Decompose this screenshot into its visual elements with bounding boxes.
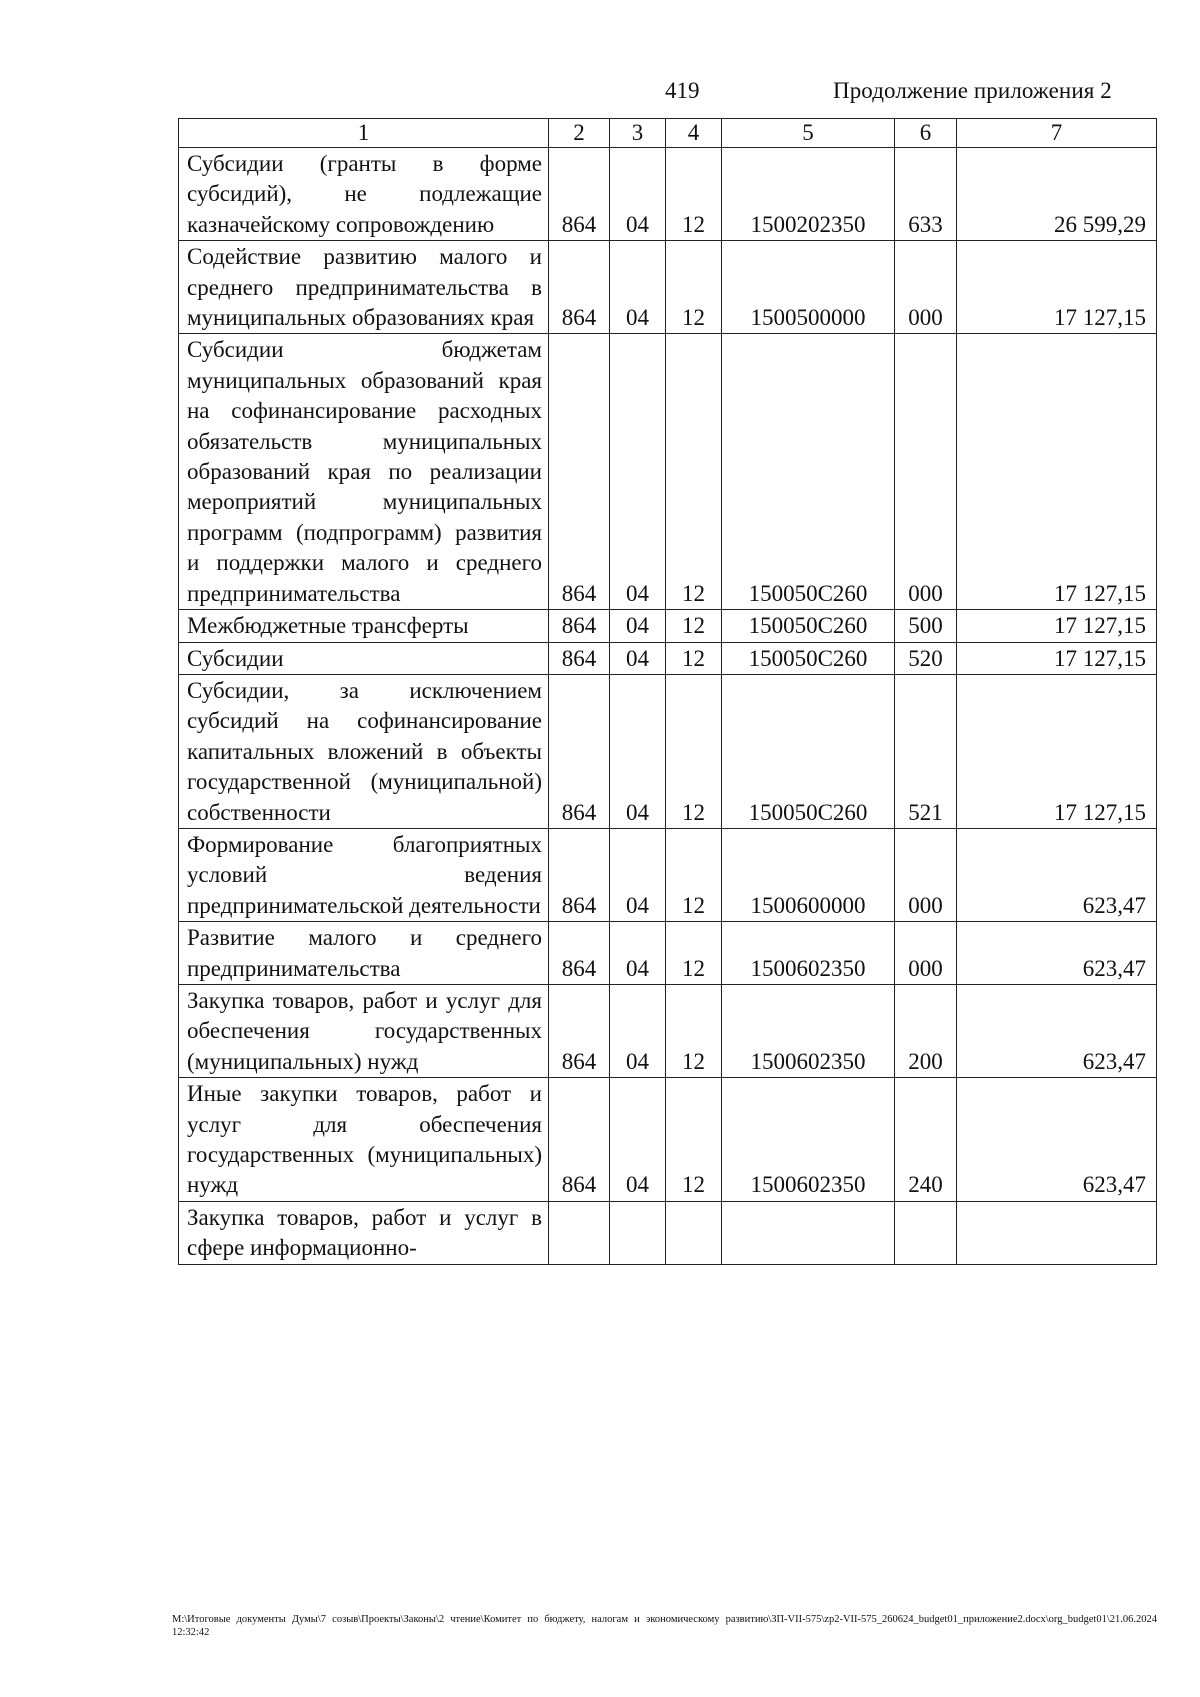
row-name: Формирование благоприятных условий ведения предпринимательской деятельности [179,828,549,921]
row-name: Субсидии [179,642,549,674]
table-row [179,642,1157,674]
cell-amount: 17 127,15 [957,642,1157,674]
table-row [179,828,1157,921]
cell-col-3: 04 [610,674,666,828]
cell-amount [957,1201,1157,1264]
cell-col-6: 240 [895,1078,957,1202]
cell-col-3: 04 [610,610,666,642]
cell-amount: 623,47 [957,828,1157,921]
cell-col-5: 1500600000 [722,828,895,921]
cell-col-6: 000 [895,241,957,334]
cell-col-5: 150050С260 [722,674,895,828]
cell-col-4: 12 [666,1078,722,1202]
cell-col-6: 200 [895,984,957,1077]
cell-amount: 17 127,15 [957,674,1157,828]
cell-col-4: 12 [666,674,722,828]
cell-col-4: 12 [666,984,722,1077]
row-name: Закупка товаров, работ и услуг для обеспечения государственных (муниципальных) нужд [179,984,549,1077]
cell-col-2: 864 [549,1078,610,1202]
cell-col-2: 864 [549,828,610,921]
cell-amount: 17 127,15 [957,241,1157,334]
column-header: 2 [549,119,610,148]
cell-col-2: 864 [549,674,610,828]
column-header: 5 [722,119,895,148]
cell-col-2: 864 [549,334,610,610]
table-row [179,148,1157,241]
column-header: 7 [957,119,1157,148]
cell-col-4 [666,1201,722,1264]
row-name: Субсидии бюджетам муниципальных образований края на софинансирование расходных обязательств муниципальных образований края по реализации мероприятий муниципальных программ (подпрограмм) развития и поддержки малого и среднего предпринимательства [179,334,549,610]
cell-col-3: 04 [610,984,666,1077]
row-name: Закупка товаров, работ и услуг в сфере информационно- [179,1201,549,1264]
table-row [179,984,1157,1077]
cell-col-3: 04 [610,148,666,241]
cell-col-6: 520 [895,642,957,674]
budget-table [178,118,1157,1265]
row-name: Межбюджетные трансферты [179,610,549,642]
row-name: Содействие развитию малого и среднего предпринимательства в муниципальных образованиях края [179,241,549,334]
cell-col-6: 000 [895,828,957,921]
cell-col-5: 1500602350 [722,922,895,985]
cell-col-5: 150050С260 [722,334,895,610]
cell-col-5: 1500602350 [722,1078,895,1202]
table-row [179,1078,1157,1202]
cell-col-5: 150050С260 [722,642,895,674]
cell-col-5 [722,1201,895,1264]
row-name: Субсидии (гранты в форме субсидий), не подлежащие казначейскому сопровождению [179,148,549,241]
cell-col-2: 864 [549,241,610,334]
cell-col-4: 12 [666,610,722,642]
table-row [179,241,1157,334]
cell-col-4: 12 [666,828,722,921]
cell-col-6: 633 [895,148,957,241]
cell-amount: 623,47 [957,1078,1157,1202]
cell-amount: 623,47 [957,922,1157,985]
cell-col-3: 04 [610,922,666,985]
cell-col-2: 864 [549,984,610,1077]
cell-amount: 26 599,29 [957,148,1157,241]
cell-col-6: 000 [895,334,957,610]
cell-col-2: 864 [549,148,610,241]
row-name: Развитие малого и среднего предпринимательства [179,922,549,985]
cell-col-3: 04 [610,241,666,334]
cell-amount: 17 127,15 [957,334,1157,610]
table-row [179,922,1157,985]
cell-col-2: 864 [549,610,610,642]
cell-col-5: 1500500000 [722,241,895,334]
column-header: 1 [179,119,549,148]
cell-col-6: 521 [895,674,957,828]
cell-amount: 17 127,15 [957,610,1157,642]
cell-col-6: 000 [895,922,957,985]
cell-col-3: 04 [610,828,666,921]
document-path-footer: M:\Итоговые документы Думы\7 созыв\Проекты\Законы\2 чтение\Комитет по бюджету, налогам и экономическому развитию\ЗП-VII-575\zp2-VII-575_260624_budget01_приложение2.docx\org_budget01\21.06.2024 12:32:42 [172,1614,1157,1638]
column-number-row [179,119,1157,148]
cell-col-4: 12 [666,334,722,610]
cell-col-4: 12 [666,642,722,674]
page-number: 419 [665,78,700,103]
row-name: Субсидии, за исключением субсидий на софинансирование капитальных вложений в объекты государственной (муниципальной) собственности [179,674,549,828]
cell-col-2: 864 [549,922,610,985]
cell-col-6: 500 [895,610,957,642]
table-row [179,674,1157,828]
cell-col-6 [895,1201,957,1264]
cell-col-3: 04 [610,334,666,610]
cell-col-2: 864 [549,642,610,674]
row-name: Иные закупки товаров, работ и услуг для обеспечения государственных (муниципальных) нужд [179,1078,549,1202]
cell-col-5: 1500602350 [722,984,895,1077]
cell-col-3: 04 [610,642,666,674]
column-header: 4 [666,119,722,148]
continuation-label: Продолжение приложения 2 [833,78,1112,103]
cell-col-3 [610,1201,666,1264]
table-row [179,1201,1157,1264]
cell-col-3: 04 [610,1078,666,1202]
cell-col-5: 150050С260 [722,610,895,642]
cell-col-5: 1500202350 [722,148,895,241]
cell-amount: 623,47 [957,984,1157,1077]
cell-col-4: 12 [666,148,722,241]
cell-col-2 [549,1201,610,1264]
table-row [179,610,1157,642]
table-row [179,334,1157,610]
cell-col-4: 12 [666,241,722,334]
column-header: 6 [895,119,957,148]
cell-col-4: 12 [666,922,722,985]
column-header: 3 [610,119,666,148]
